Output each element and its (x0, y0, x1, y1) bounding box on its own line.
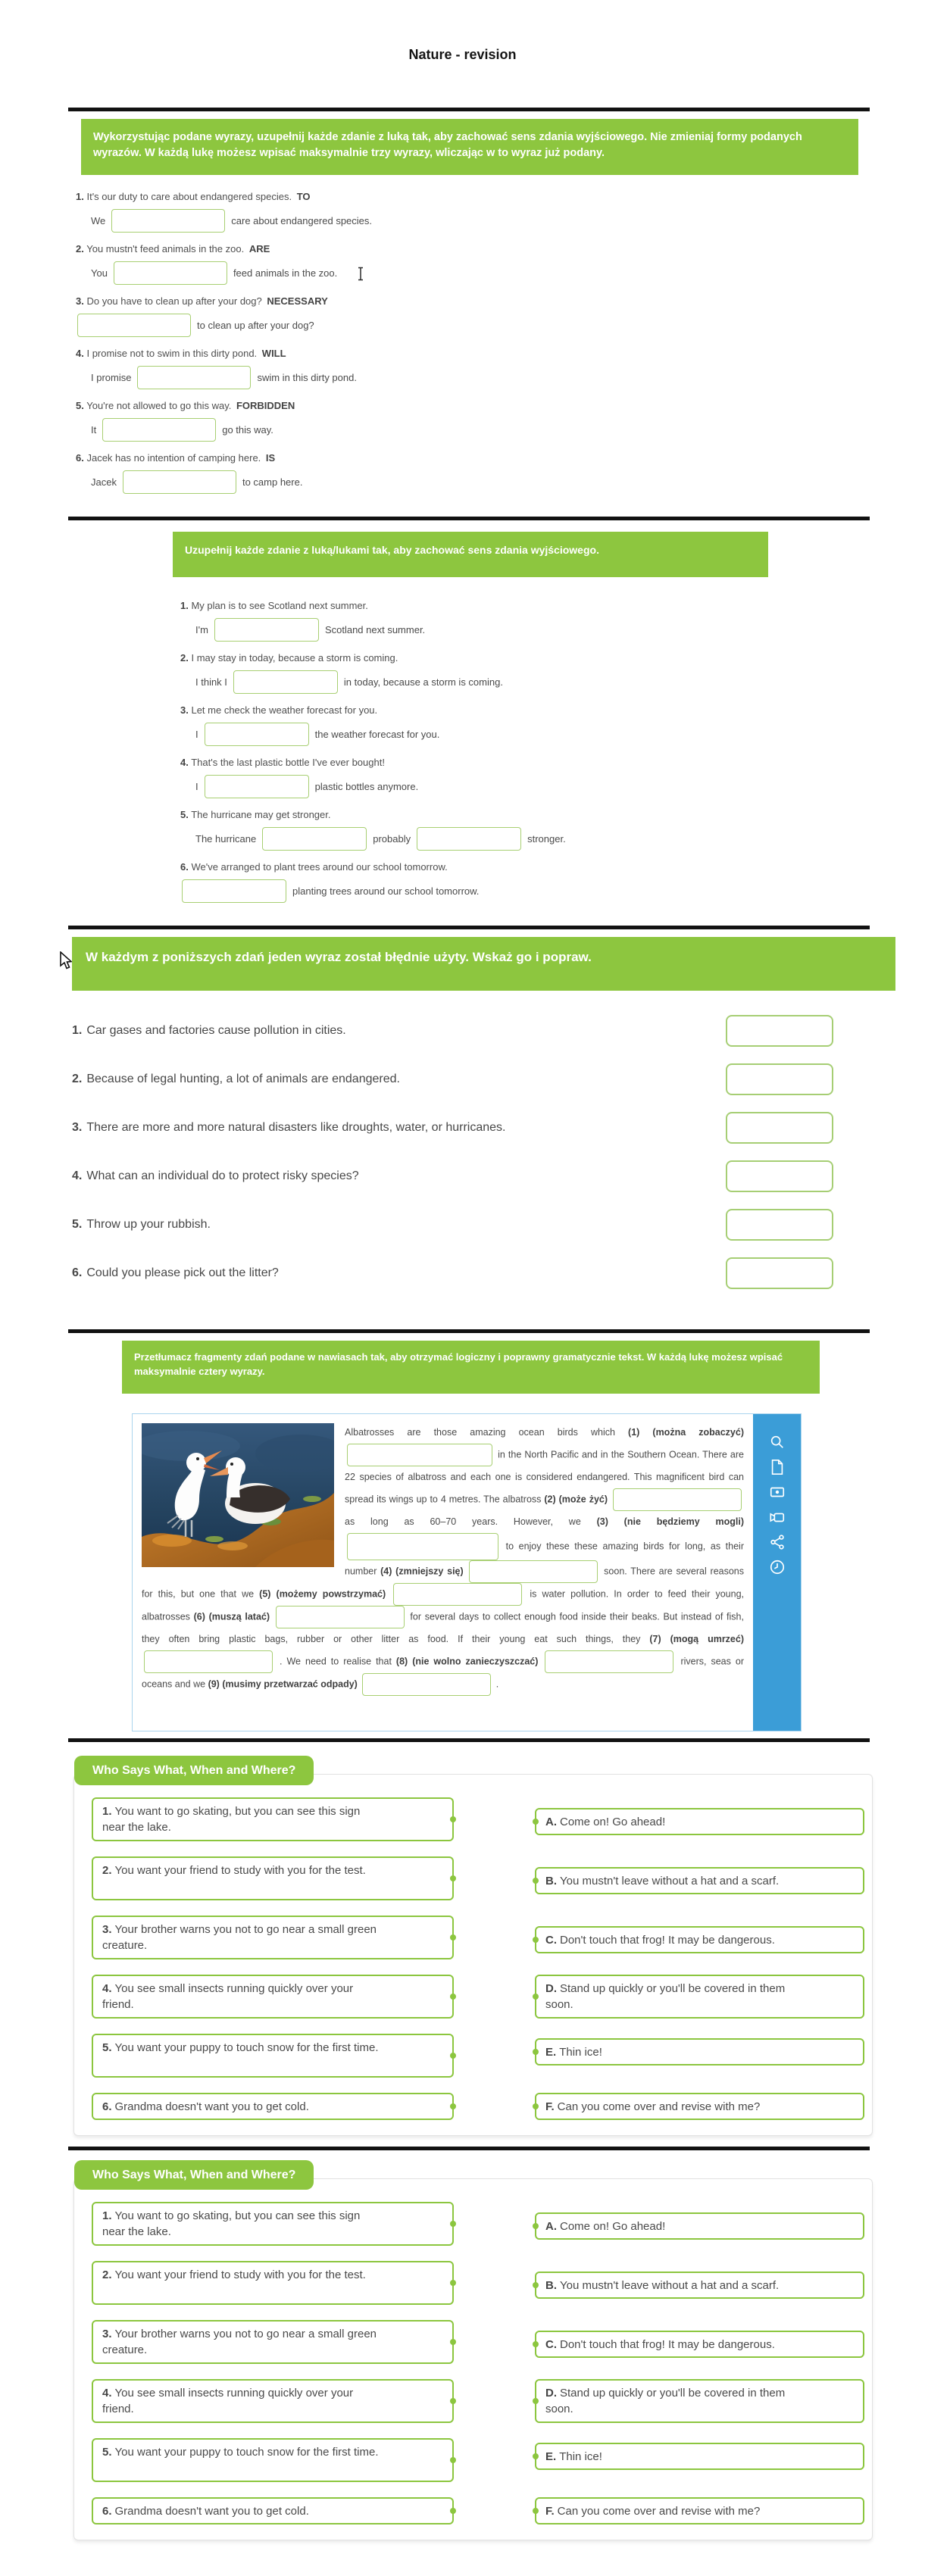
exercise-item (180, 755, 771, 800)
exercise-item: 5. Throw up your rubbish. (72, 1209, 833, 1241)
sentence-text: Car gases and factories cause pollution in cities. (86, 1024, 346, 1037)
answer-input[interactable] (205, 723, 309, 746)
match-right-e[interactable]: E. Thin ice! (535, 2443, 864, 2470)
match-right-c[interactable]: C. Don't touch that frog! It may be dangerous. (535, 2331, 864, 2358)
gap-input-5[interactable] (393, 1583, 522, 1606)
match-left-6[interactable]: 6. Grandma doesn't want you to get cold. (92, 2093, 454, 2120)
tool-sidebar (753, 1414, 801, 1731)
match-right-b[interactable]: B. You mustn't leave without a hat and a scarf. (535, 2272, 864, 2299)
exercise-item (180, 703, 771, 748)
search-icon[interactable] (769, 1434, 786, 1450)
exercise-item: 1. Car gases and factories cause pollution in cities. (72, 1015, 833, 1047)
answer-input[interactable] (214, 618, 319, 642)
answer-input[interactable] (77, 314, 191, 337)
connector-dot[interactable] (450, 1934, 456, 1941)
match-left-4[interactable]: 4. You see small insects running quickly over your friend. (92, 1975, 454, 2019)
exercise-item (76, 451, 773, 495)
keyword: IS (265, 452, 276, 464)
exercise-item (76, 398, 773, 443)
question-text: 5. You're not allowed to go this way. FORBIDDEN (76, 400, 295, 411)
connector-dot[interactable] (450, 1994, 456, 2000)
answer-input[interactable] (123, 470, 236, 494)
match-right-f[interactable]: F. Can you come over and revise with me? (535, 2093, 864, 2120)
matching-section-tab: Who Says What, When and Where? (74, 2160, 314, 2190)
connector-dot[interactable] (533, 1878, 539, 1884)
clock-icon[interactable] (769, 1559, 786, 1575)
instruction-banner-3 (72, 937, 895, 991)
instruction-text: W każdym z poniższych zdań jeden wyraz został błędnie użyty. Wskaż go i popraw. (86, 950, 592, 964)
gap-input-1[interactable] (347, 1444, 492, 1466)
sentence-text: Could you please pick out the litter? (86, 1266, 279, 1279)
gap-input-8[interactable] (545, 1650, 673, 1673)
exercise-item (76, 242, 773, 286)
match-left-4[interactable]: 4. You see small insects running quickly over your friend. (92, 2379, 454, 2423)
mouse-cursor (59, 951, 72, 973)
keyword: WILL (261, 348, 286, 359)
answer-line: You feed animals in the zoo. (76, 260, 773, 286)
gap-input-9[interactable] (362, 1673, 491, 1696)
exercise-item (76, 294, 773, 339)
page-icon[interactable] (769, 1459, 786, 1475)
match-left-2[interactable]: 2. You want your friend to study with you for the test. (92, 1856, 454, 1900)
passage-card (132, 1413, 802, 1731)
correction-input[interactable] (726, 1257, 833, 1289)
connector-dot[interactable] (533, 1819, 539, 1825)
exercise-3 (72, 1015, 833, 1306)
question-text: 4. I promise not to swim in this dirty pond. WILL (76, 348, 286, 359)
question-text: 1. It's our duty to care about endangered species. TO (76, 191, 311, 202)
answer-line: planting trees around our school tomorrow. (180, 878, 771, 904)
match-left-1[interactable]: 1. You want to go skating, but you can see this sign near the lake. (92, 2202, 454, 2246)
match-right-f[interactable]: F. Can you come over and revise with me? (535, 2497, 864, 2524)
answer-input[interactable] (233, 670, 338, 694)
question-text: 6. Jacek has no intention of camping here. IS (76, 452, 276, 464)
connector-dot[interactable] (533, 2341, 539, 2347)
match-right-a[interactable]: A. Come on! Go ahead! (535, 2212, 864, 2240)
match-left-1[interactable]: 1. You want to go skating, but you can see this sign near the lake. (92, 1797, 454, 1841)
correction-input[interactable] (726, 1015, 833, 1047)
matching-card (73, 1774, 873, 2136)
connector-dot[interactable] (450, 2508, 456, 2514)
section-divider (68, 1329, 870, 1333)
answer-line: We care about endangered species. (76, 208, 773, 234)
connector-dot[interactable] (533, 2282, 539, 2288)
exercise-item (180, 651, 771, 695)
exercise-item (180, 807, 771, 852)
gap-input-2[interactable] (613, 1488, 742, 1511)
video-camera-icon[interactable] (769, 1509, 786, 1525)
exercise-1 (76, 189, 773, 503)
section-divider (68, 1738, 870, 1742)
connector-dot[interactable] (450, 2280, 456, 2286)
gap-input-6[interactable] (276, 1606, 405, 1628)
connector-dot[interactable] (533, 2223, 539, 2229)
keyword: TO (296, 191, 311, 202)
section-divider (68, 108, 870, 111)
connector-dot[interactable] (450, 1816, 456, 1822)
exercise-2 (180, 598, 771, 912)
exercise-item: 6. Could you please pick out the litter? (72, 1257, 833, 1289)
question-text: 1. My plan is to see Scotland next summer. (180, 600, 368, 611)
question-text: 3. Do you have to clean up after your dog? NECESSARY (76, 295, 328, 307)
image-icon[interactable] (769, 1484, 786, 1500)
instruction-banner-4 (122, 1341, 820, 1394)
question-text: 3. Let me check the weather forecast for you. (180, 704, 378, 716)
match-left-3[interactable]: 3. Your brother warns you not to go near a small green creature. (92, 1916, 454, 1959)
connector-dot[interactable] (533, 1994, 539, 2000)
answer-line: to clean up after your dog? (76, 312, 773, 339)
connector-dot[interactable] (533, 2508, 539, 2514)
sentence-text: There are more and more natural disasters like droughts, water, or hurricanes. (86, 1121, 506, 1134)
page-title: Nature - revision (408, 47, 517, 62)
question-text: 2. You mustn't feed animals in the zoo. ARE (76, 243, 270, 254)
answer-input[interactable] (417, 827, 521, 851)
connector-dot[interactable] (450, 1875, 456, 1881)
match-right-d[interactable]: D. Stand up quickly or you'll be covered in them soon. (535, 1975, 864, 2019)
exercise-item: 3. There are more and more natural disasters like droughts, water, or hurricanes. (72, 1112, 833, 1144)
answer-line: I promise swim in this dirty pond. (76, 364, 773, 391)
correction-input[interactable] (726, 1063, 833, 1095)
match-right-d[interactable]: D. Stand up quickly or you'll be covered in them soon. (535, 2379, 864, 2423)
connector-dot[interactable] (450, 2457, 456, 2463)
passage-text: Albatrosses are those amazing ocean birds which (1) (można zobaczyć) in the North Pacific and in the Southern Ocean. There are 22 species of albatross and each one is considered endangered. This magnificent bird can spread its wings up to 4 metres. The albatross (2) (może żyć) as long as 60–70 years. However, we (3) (nie będziemy mogli) to enjoy these these amazing birds for long, as their number (4) (zmniejszy się) soon. There are several reasons for this, but one that we (5) (możemy powstrzymać) is water pollution. In order to feed their young, albatrosses (6) (muszą latać) for several days to collect enough food inside their beaks. But instead of fish, they often bring plastic bags, rubber or other litter as food. If their young eat such things, they (7) (mogą umrzeć) . We need to realise that (8) (nie wolno zanieczyszczać) rivers, seas or oceans and we (9) (musimy przetwarzać odpady) . (133, 1414, 753, 1731)
answer-line: I'm Scotland next summer. (180, 617, 771, 643)
instruction-banner-1 (81, 119, 858, 175)
connector-dot[interactable] (450, 2053, 456, 2059)
keyword: FORBIDDEN (236, 400, 295, 411)
connector-dot[interactable] (533, 1937, 539, 1943)
connector-dot[interactable] (533, 2398, 539, 2404)
section-divider (68, 517, 870, 520)
match-left-6[interactable]: 6. Grandma doesn't want you to get cold. (92, 2497, 454, 2524)
answer-input[interactable] (262, 827, 367, 851)
answer-input[interactable] (114, 261, 227, 285)
answer-input[interactable] (102, 418, 216, 442)
exercise-item (76, 346, 773, 391)
instruction-text: Wykorzystując podane wyrazy, uzupełnij każde zdanie z luką tak, aby zachować sens zdania wyjściowego. Nie zmieniaj formy podanych wyrazów. W każdą lukę możesz wpisać maksymalnie trzy wyrazy, wliczając w to wyraz już podany. (93, 131, 802, 159)
keyword: ARE (248, 243, 270, 254)
exercise-item (180, 598, 771, 643)
match-left-5[interactable]: 5. You want your puppy to touch snow for the first time. (92, 2438, 454, 2482)
connector-dot[interactable] (533, 2049, 539, 2055)
question-text: 5. The hurricane may get stronger. (180, 809, 331, 820)
text-cursor (356, 267, 365, 285)
correction-input[interactable] (726, 1209, 833, 1241)
question-text: 6. We've arranged to plant trees around our school tomorrow. (180, 861, 448, 873)
match-right-e[interactable]: E. Thin ice! (535, 2038, 864, 2065)
exercise-item: 4. What can an individual do to protect risky species? (72, 1160, 833, 1192)
sentence-text: Throw up your rubbish. (86, 1218, 211, 1231)
connector-dot[interactable] (450, 2339, 456, 2345)
section-divider (68, 926, 870, 929)
connector-dot[interactable] (533, 2103, 539, 2109)
sentence-text: What can an individual do to protect risky species? (86, 1169, 359, 1182)
gap-input-3[interactable] (347, 1533, 498, 1560)
gap-input-4[interactable] (469, 1560, 598, 1583)
correction-input[interactable] (726, 1160, 833, 1192)
connector-dot[interactable] (450, 2398, 456, 2404)
match-left-2[interactable]: 2. You want your friend to study with you for the test. (92, 2261, 454, 2305)
answer-input[interactable] (182, 879, 286, 903)
connector-dot[interactable] (450, 2221, 456, 2227)
section-divider (68, 2147, 870, 2150)
answer-input[interactable] (137, 366, 251, 389)
matching-section-tab: Who Says What, When and Where? (74, 1756, 314, 1785)
match-left-5[interactable]: 5. You want your puppy to touch snow for the first time. (92, 2034, 454, 2078)
match-right-c[interactable]: C. Don't touch that frog! It may be dangerous. (535, 1926, 864, 1953)
share-icon[interactable] (769, 1534, 786, 1550)
correction-input[interactable] (726, 1112, 833, 1144)
answer-line: I plastic bottles anymore. (180, 773, 771, 800)
exercise-item: 2. Because of legal hunting, a lot of animals are endangered. (72, 1063, 833, 1095)
connector-dot[interactable] (533, 2453, 539, 2459)
answer-line: Jacek to camp here. (76, 469, 773, 495)
answer-input[interactable] (111, 209, 225, 233)
match-right-a[interactable]: A. Come on! Go ahead! (535, 1808, 864, 1835)
instruction-banner-2 (173, 532, 768, 577)
exercise-item (76, 189, 773, 234)
answer-line: It go this way. (76, 417, 773, 443)
albatross-photo (142, 1423, 334, 1567)
exercise-item (180, 860, 771, 904)
matching-card (73, 2178, 873, 2540)
answer-input[interactable] (205, 775, 309, 798)
instruction-text: Uzupełnij każde zdanie z luką/lukami tak, aby zachować sens zdania wyjściowego. (185, 544, 599, 556)
question-text: 4. That's the last plastic bottle I've ever bought! (180, 757, 385, 768)
match-left-3[interactable]: 3. Your brother warns you not to go near a small green creature. (92, 2320, 454, 2364)
answer-line: The hurricane probably stronger. (180, 826, 771, 852)
match-right-b[interactable]: B. You mustn't leave without a hat and a scarf. (535, 1867, 864, 1894)
gap-input-7[interactable] (144, 1650, 273, 1673)
keyword: NECESSARY (267, 295, 328, 307)
answer-line: I the weather forecast for you. (180, 721, 771, 748)
answer-line: I think I in today, because a storm is coming. (180, 669, 771, 695)
connector-dot[interactable] (450, 2103, 456, 2109)
question-text: 2. I may stay in today, because a storm is coming. (180, 652, 398, 664)
sentence-text: Because of legal hunting, a lot of animals are endangered. (86, 1073, 400, 1085)
instruction-text: Przetłumacz fragmenty zdań podane w nawiasach tak, aby otrzymać logiczny i poprawny gramatycznie tekst. W każdą lukę możesz wpisać maksymalnie cztery wyrazy. (134, 1351, 783, 1377)
